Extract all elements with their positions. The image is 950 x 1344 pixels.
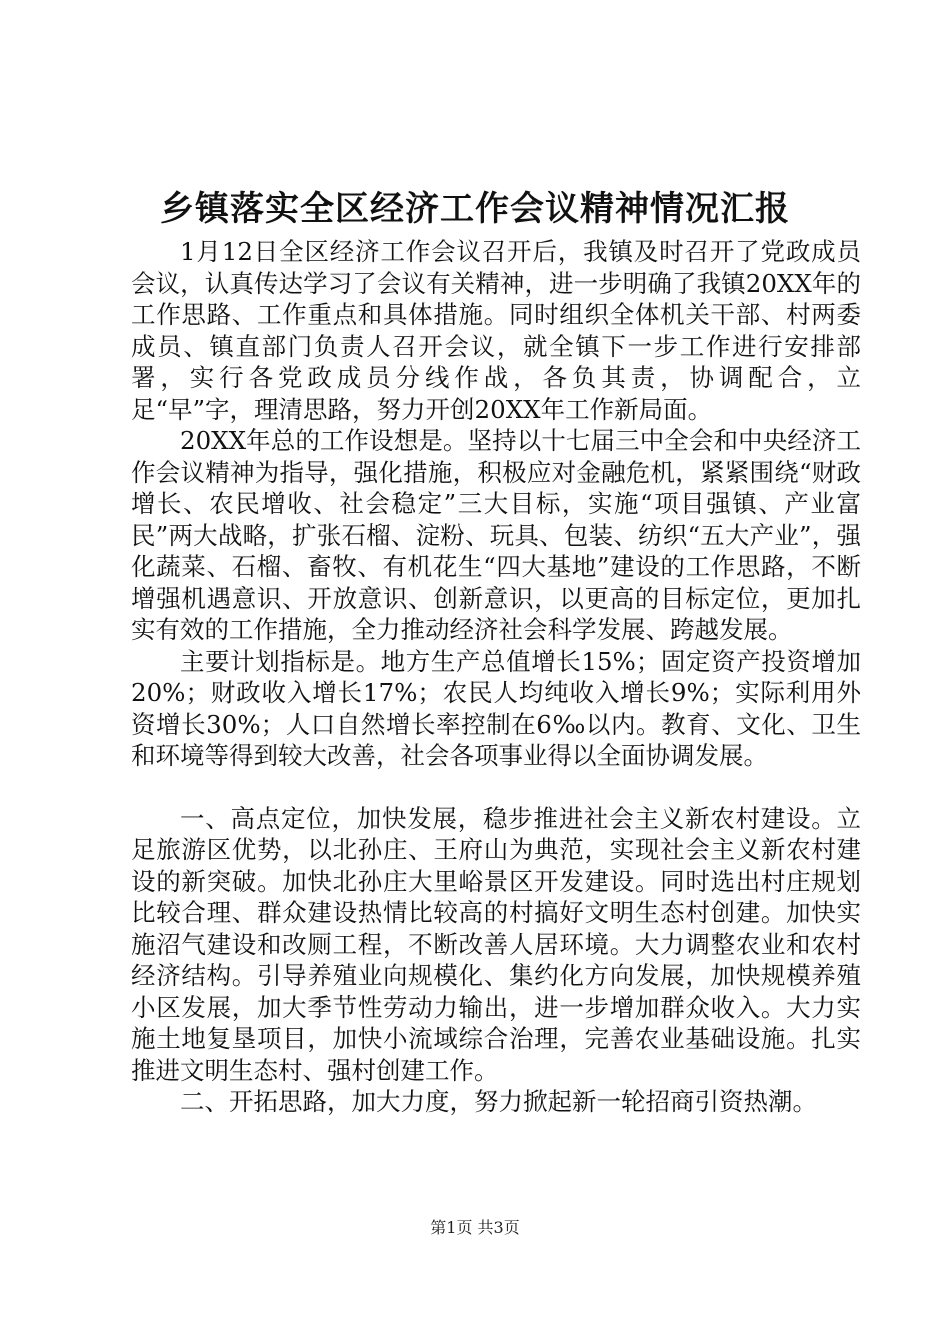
page-number-footer: 第1页 共3页 (430, 1218, 520, 1237)
document-title: 乡镇落实全区经济工作会议精神情况汇报 (160, 189, 790, 229)
paragraph-section-two: 二、开拓思路，加大力度，努力掀起新一轮招商引资热潮。 (180, 1087, 817, 1116)
paragraph-key-targets: 主要计划指标是。地方生产总值增长15%；固定资产投资增加20%；财政收入增长17%；农民人均纯收入增长9%；实际利用外资增长30%；人口自然增长率控制在6‰以内。教育、文化、卫生和环境等得到较大改善，社会各项事业得以全面协调发展。 (131, 646, 861, 770)
paragraph-meeting-summary: 1月12日全区经济工作会议召开后，我镇及时召开了党政成员会议，认真传达学习了会议有关精神，进一步明确了我镇20XX年的工作思路、工作重点和具体措施。同时组织全体机关干部、村两委成员、镇直部门负责人召开会议，就全镇下一步工作进行安排部署，实行各党政成员分线作战，各负其责，协调配合，立足“早”字，理清思路，努力开创20XX年工作新局面。 (131, 237, 861, 424)
paragraph-section-one: 一、高点定位，加快发展，稳步推进社会主义新农村建设。立足旅游区优势，以北孙庄、王府山为典范，实现社会主义新农村建设的新突破。加快北孙庄大里峪景区开发建设。同时选出村庄规划比较合理、群众建设热情比较高的村搞好文明生态村创建。加快实施沼气建设和改厕工程，不断改善人居环境。大力调整农业和农村经济结构。引导养殖业向规模化、集约化方向发展，加快规模养殖小区发展，加大季节性劳动力输出，进一步增加群众收入。大力实施土地复垦项目，加快小流域综合治理，完善农业基础设施。扎实推进文明生态村、强村创建工作。 (131, 803, 861, 1085)
document-body (131, 236, 861, 1118)
paragraph-work-plan: 20XX年总的工作设想是。坚持以十七届三中全会和中央经济工作会议精神为指导，强化措施，积极应对金融危机，紧紧围绕“财政增长、农民增收、社会稳定”三大目标，实施“项目强镇、产业富民”两大战略，扩张石榴、淀粉、玩具、包装、纺织“五大产业”，强化蔬菜、石榴、畜牧、有机花生“四大基地”建设的工作思路，不断增强机遇意识、开放意识、创新意识，以更高的目标定位，更加扎实有效的工作措施，全力推动经济社会科学发展、跨越发展。 (131, 426, 861, 644)
